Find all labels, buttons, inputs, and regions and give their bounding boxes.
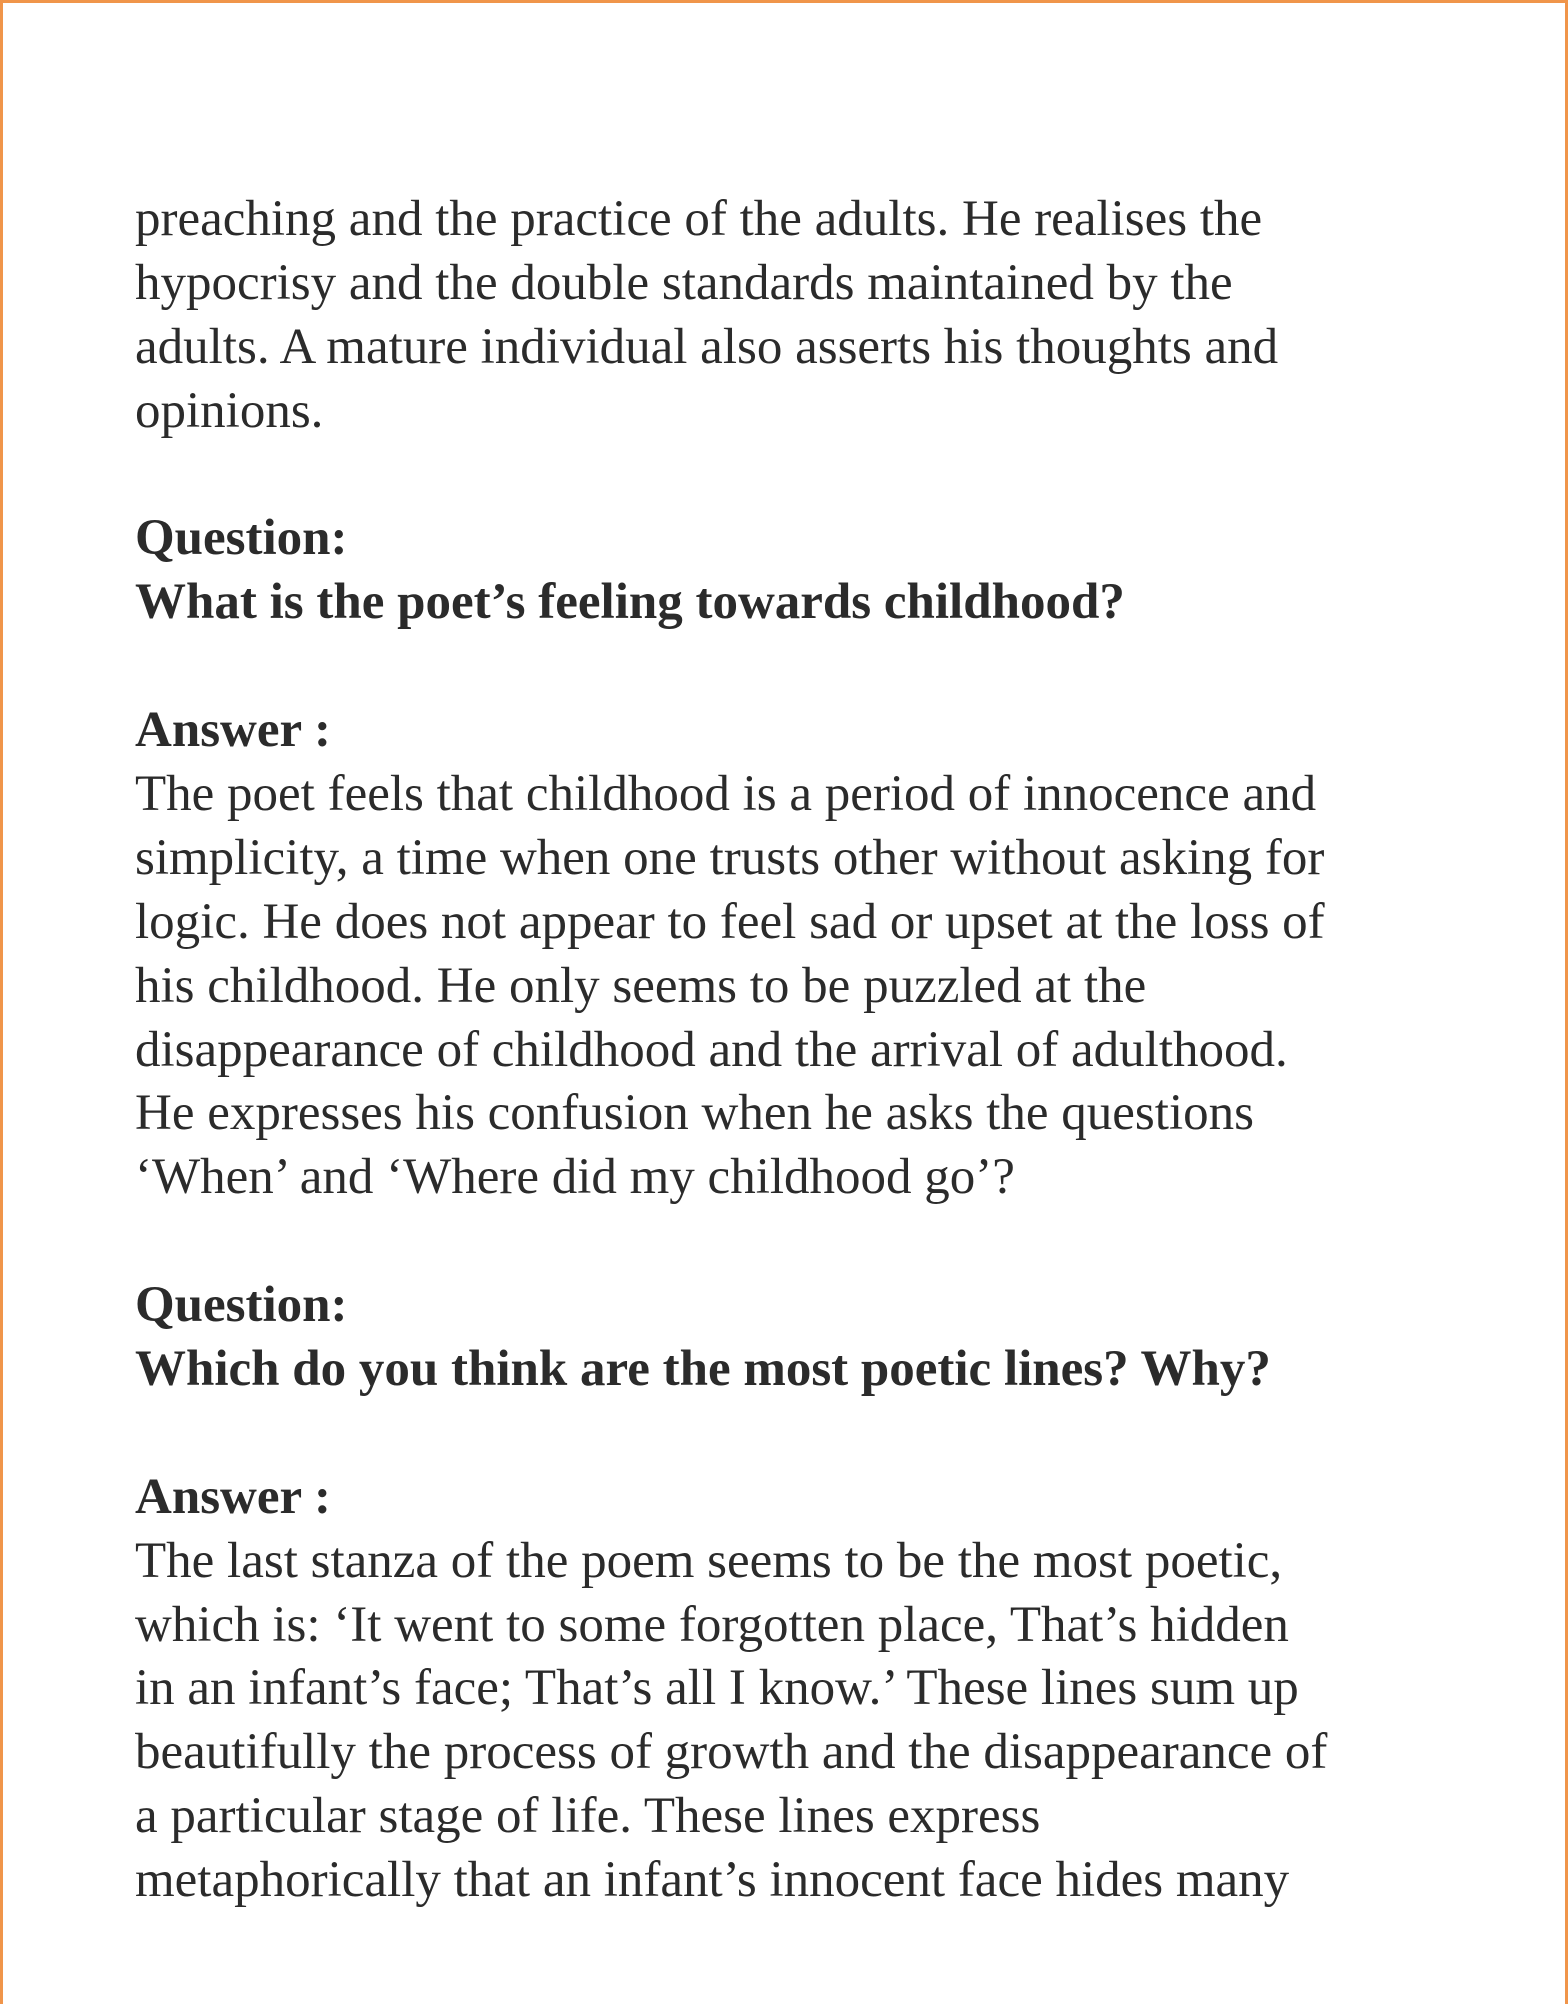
question-text: Which do you think are the most poetic lines? Why? [135,1341,1271,1398]
paragraph-continued [135,188,1535,444]
qa-block-1 [135,507,1535,1210]
question-text: What is the poet’s feeling towards childhood? [135,574,1125,631]
document-page [135,188,1535,1913]
answer-label: Answer : [135,702,331,759]
answer-line: He expresses his confusion when he asks the questions [135,1085,1254,1142]
text-line: adults. A mature individual also asserts his thoughts and [135,318,1279,375]
text-line: hypocrisy and the double standards maintained by the [135,254,1233,311]
question-label: Question: [135,510,348,567]
answer-line: which is: ‘It went to some forgotten place, That’s hidden [135,1596,1289,1653]
text-line: preaching and the practice of the adults. He realises the [135,191,1263,247]
answer-label: Answer : [135,1468,331,1525]
answer-line: simplicity, a time when one trusts other without asking for [135,829,1325,886]
answer-line: metaphorically that an infant’s innocent face hides many [135,1852,1290,1909]
answer-line: The poet feels that childhood is a period of innocence and [135,766,1317,823]
answer-line: disappearance of childhood and the arrival of adulthood. [135,1021,1288,1078]
answer-line: a particular stage of life. These lines express [135,1788,1041,1845]
answer-line: beautifully the process of growth and the disappearance of [135,1724,1328,1781]
answer-line: logic. He does not appear to feel sad or upset at the loss of [135,893,1325,950]
question-label: Question: [135,1277,348,1334]
answer-line: in an infant’s face; That’s all I know.’ These lines sum up [135,1660,1299,1717]
qa-block-2 [135,1274,1535,1913]
answer-line: ‘When’ and ‘Where did my childhood go’? [135,1149,1015,1206]
text-line: opinions. [135,382,324,439]
answer-line: his childhood. He only seems to be puzzled at the [135,957,1147,1014]
answer-line: The last stanza of the poem seems to be the most poetic, [135,1532,1283,1589]
